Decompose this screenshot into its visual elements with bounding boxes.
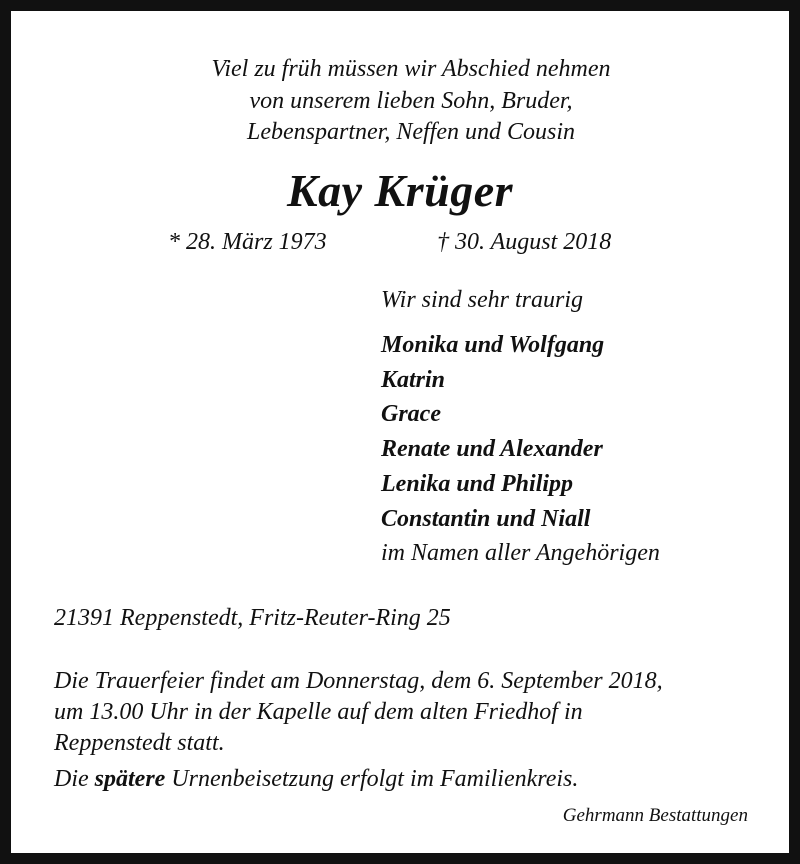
burial-suffix: Urnenbeisetzung erfolgt im Familienkreis. — [171, 766, 579, 792]
mourner-name: Monika und Wolfgang — [381, 332, 605, 358]
death-date: † 30. August 2018 — [437, 229, 612, 255]
ceremony-line-1: Die Trauerfeier findet am Donnerstag, dem 6. September 2018, — [54, 668, 663, 694]
burial-prefix: Die — [54, 766, 89, 792]
intro-line-2: von unserem lieben Sohn, Bruder, — [249, 88, 573, 114]
family-address: 21391 Reppenstedt, Fritz-Reuter-Ring 25 — [54, 605, 451, 631]
mourner-name: Lenika und Philipp — [381, 471, 574, 497]
birth-date: * 28. März 1973 — [168, 229, 327, 255]
mourner-name: Grace — [381, 401, 441, 427]
mourner-name: Renate und Alexander — [381, 436, 603, 462]
funeral-home: Gehrmann Bestattungen — [562, 805, 748, 826]
deceased-name: Kay Krüger — [286, 165, 514, 216]
mourners-lead: Wir sind sehr traurig — [381, 287, 584, 313]
burial-note — [54, 767, 578, 791]
mourner-name: Constantin und Niall — [381, 506, 591, 532]
mourner-name: Katrin — [381, 367, 446, 393]
intro-line-1: Viel zu früh müssen wir Abschied nehmen — [211, 56, 611, 82]
burial-emphasis: spätere — [94, 766, 166, 792]
ceremony-line-3: Reppenstedt statt. — [54, 730, 225, 756]
intro-line-3: Lebenspartner, Neffen und Cousin — [247, 119, 575, 145]
mourners-closing: im Namen aller Angehörigen — [381, 540, 660, 566]
ceremony-line-2: um 13.00 Uhr in der Kapelle auf dem alten Friedhof in — [54, 699, 583, 725]
